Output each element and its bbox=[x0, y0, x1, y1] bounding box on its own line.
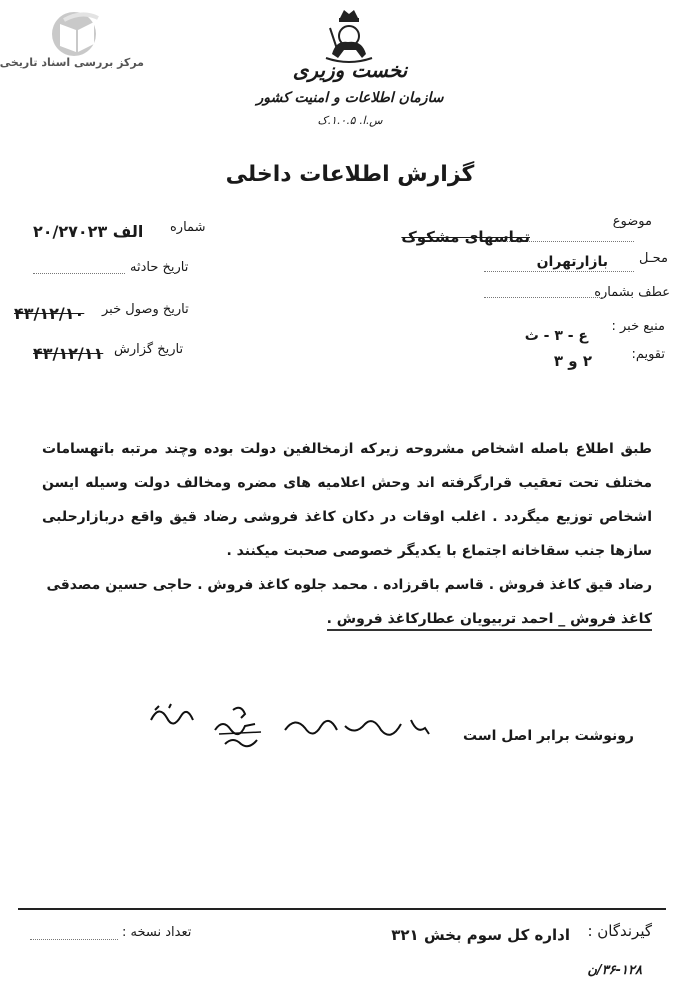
receipt-date-stamp bbox=[14, 304, 84, 323]
org-code: س.ا. ۱.۰.۵.ک bbox=[317, 114, 383, 127]
assessment-label: تقویم: bbox=[631, 347, 665, 362]
archive-caption: مرکز بررسی اسناد تاریخی bbox=[0, 56, 144, 69]
body-paragraph: طبق اطلاع باصله اشخاص مشروحه زیرکه ازمخالفین دولت بوده وچند مرتبه باتهسامات مختلف تحت تعقیب قرارگرفته اند وحش اعلامیه های مضره ومخالف دولت وسیله ایسن اشخاص توزیع میگردد . اغلب اوقات در دکان کاغذ فروشی رضاد قیق واقع دربازارحلبی سازها جنب سقاخانه اجتماع با یکدیگر خصوصی صحبت میکنند . bbox=[42, 441, 652, 559]
footer-divider bbox=[18, 908, 666, 910]
number-label: شماره bbox=[170, 220, 206, 235]
names-line-1: رضاد قیق کاغذ فروش . قاسم باقرزاده . محمد جلوه کاغذ فروش . حاجی حسین مصدقی bbox=[46, 577, 652, 593]
report-date-label: تاریخ گزارش bbox=[114, 342, 184, 357]
reference-line bbox=[484, 296, 604, 298]
prime-ministry-title: نخست وزیری bbox=[292, 58, 408, 82]
assessment-value: ۲ و ۳ bbox=[553, 352, 592, 370]
report-date-stamp bbox=[33, 344, 103, 363]
subject-label: موضوع bbox=[612, 214, 652, 229]
certified-copy-stamp: رونوشت برابر اصل است bbox=[463, 728, 634, 744]
report-title: گزارش اطلاعات داخلی bbox=[225, 162, 475, 187]
report-body bbox=[42, 432, 652, 636]
handwritten-note bbox=[145, 700, 435, 760]
receipt-date-value: ۴۳/۱۲/۱۰ bbox=[14, 304, 85, 323]
place-line bbox=[484, 270, 634, 272]
recipients-value: اداره کل سوم بخش ۳۲۱ bbox=[391, 926, 570, 944]
incident-date-label: تاریخ حادثه bbox=[130, 260, 189, 275]
incident-date-line bbox=[33, 272, 125, 274]
copies-label: تعداد نسخه : bbox=[122, 925, 192, 940]
source-value: ع - ۳ - ث bbox=[524, 328, 588, 344]
subject-value: تماسهای مشکوک bbox=[401, 228, 530, 246]
handwritten-signature-icon bbox=[145, 700, 435, 760]
reference-label: عطف بشماره bbox=[594, 285, 670, 300]
place-value: بازارتهران bbox=[536, 254, 608, 270]
lion-and-sun-emblem-icon bbox=[318, 4, 380, 64]
number-stamp bbox=[33, 222, 143, 241]
copies-line bbox=[30, 938, 118, 940]
archive-emblem-icon bbox=[42, 8, 142, 60]
ministry-heading bbox=[230, 58, 470, 127]
document-code: ۳۶-۱۲۸/ن bbox=[587, 963, 642, 978]
place-label: محـل bbox=[638, 251, 668, 266]
security-org-title: سازمان اطلاعات و امنیت کشور bbox=[256, 90, 444, 106]
names-line-2: کاغذ فروش _ احمد تربیویان عطارکاغذ فروش . bbox=[327, 611, 652, 631]
number-value: ۲۰/۲۷۰۲۳ الف bbox=[33, 222, 144, 241]
recipients-label: گیرندگان : bbox=[587, 922, 652, 940]
source-label: منبع خبر : bbox=[611, 319, 665, 334]
receipt-date-label: تاریخ وصول خبر bbox=[102, 302, 189, 317]
report-date-value: ۴۳/۱۲/۱۱ bbox=[33, 344, 104, 363]
